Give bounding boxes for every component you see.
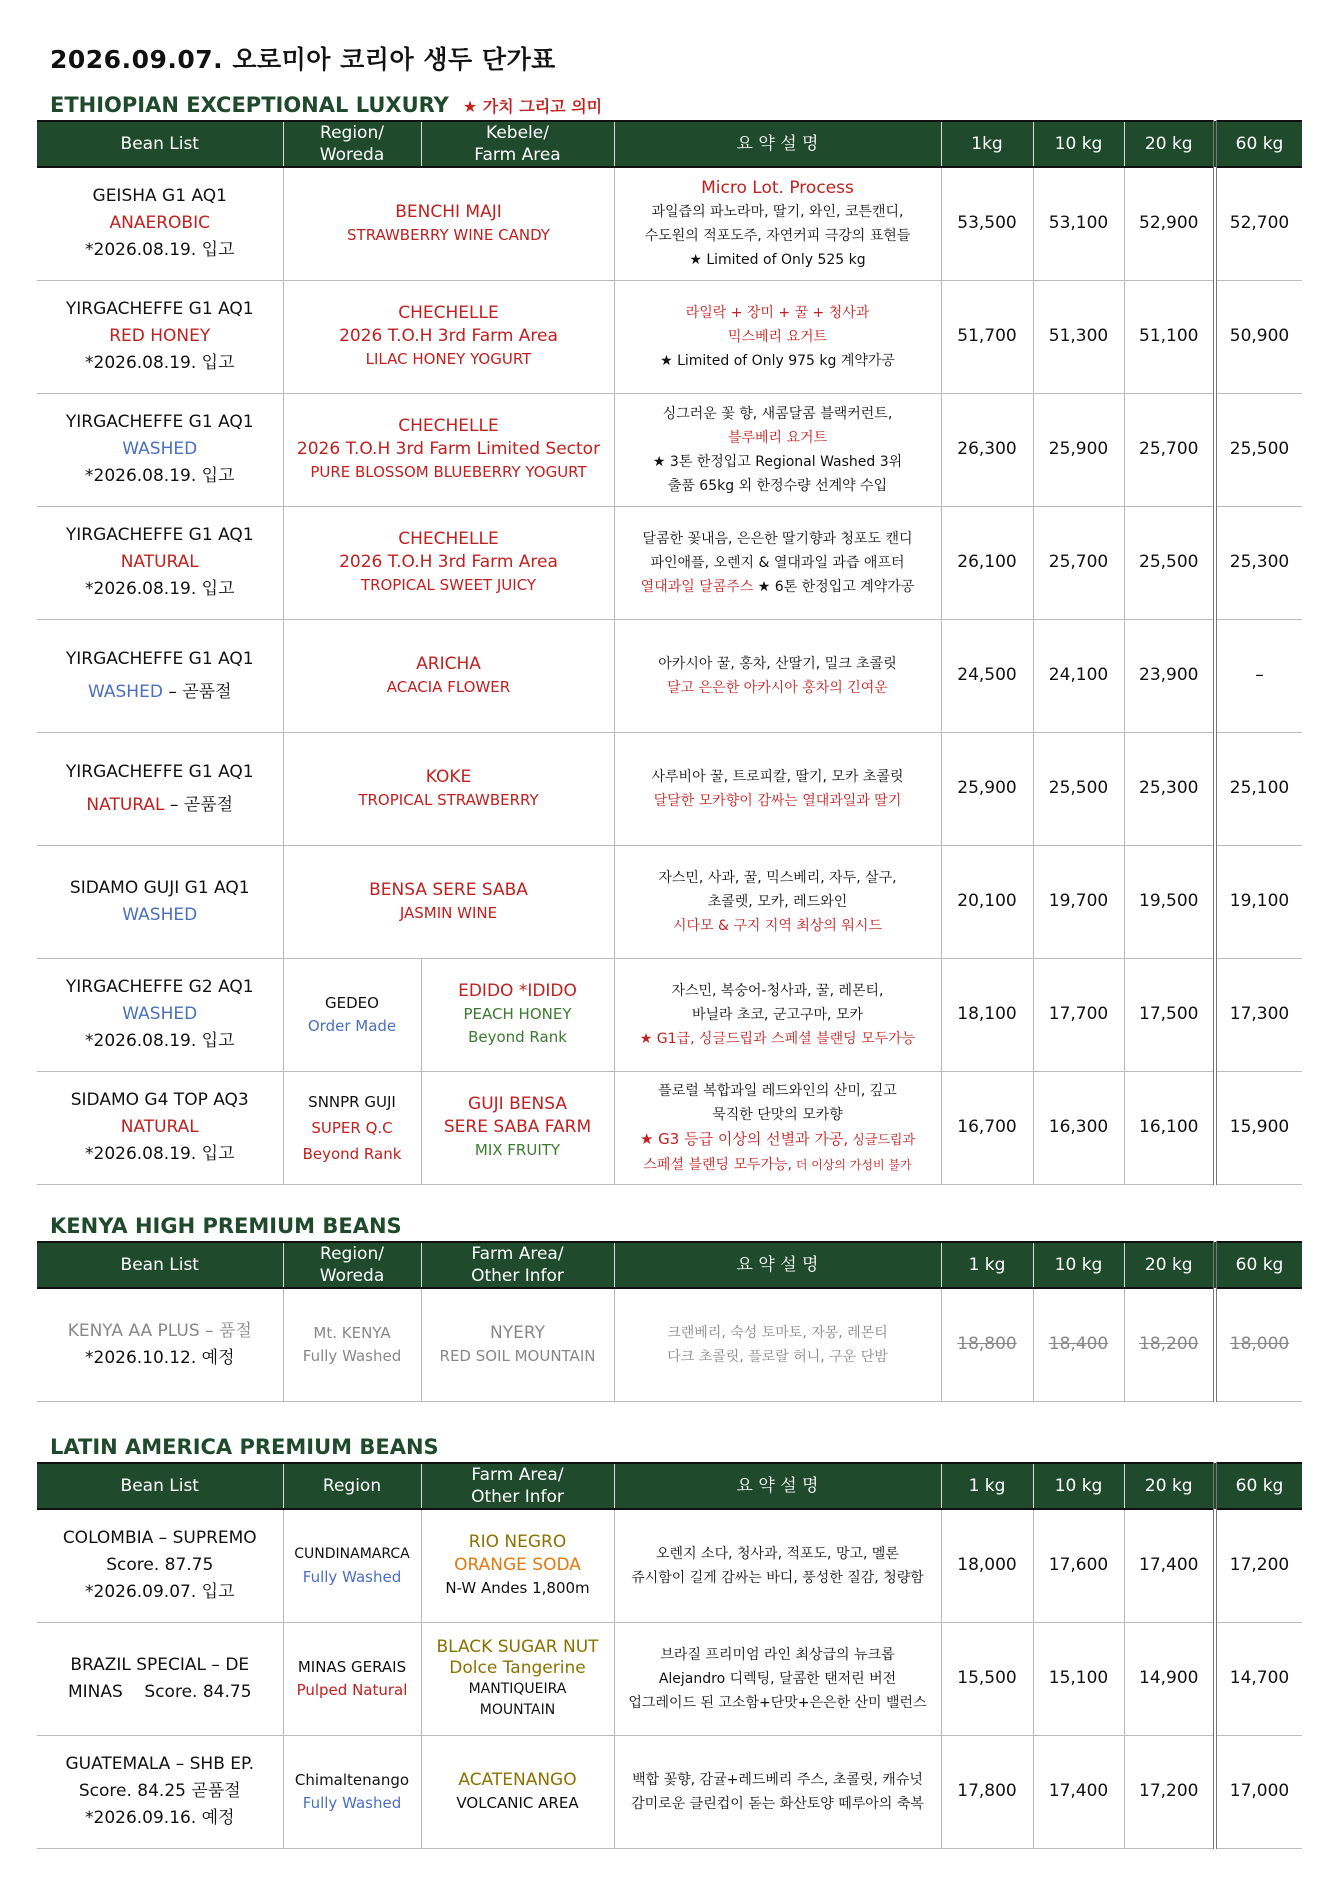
bean-cell: SIDAMO G4 TOP AQ3 NATURAL *2026.08.19. 입고 <box>37 1071 283 1184</box>
description-cell: 백합 꽃향, 감귤+레드베리 주스, 초콜릿, 캐슈넛 감미로운 클린컵이 돋는 화산토양 떼루아의 축복 <box>614 1735 941 1848</box>
price-1kg: 24,500 <box>941 619 1033 732</box>
kenya-section-title: KENYA HIGH PREMIUM BEANS <box>50 1214 402 1238</box>
table-row <box>37 845 1302 958</box>
price-10kg: 15,100 <box>1033 1622 1124 1735</box>
latin-price-table <box>37 1462 1302 1849</box>
price-1kg: 18,000 <box>941 1509 1033 1622</box>
table-row <box>37 1509 1302 1622</box>
header-10kg: 10 kg <box>1033 1463 1124 1509</box>
farm-cell: BLACK SUGAR NUT Dolce Tangerine MANTIQUEIRA MOUNTAIN <box>421 1622 614 1735</box>
ethiopia-title: ETHIOPIAN EXCEPTIONAL LUXURY <box>50 93 449 117</box>
price-20kg: 14,900 <box>1124 1622 1215 1735</box>
bean-cell: YIRGACHEFFE G1 AQ1 WASHED *2026.08.19. 입고 <box>37 393 283 506</box>
price-10kg: 24,100 <box>1033 619 1124 732</box>
price-20kg: 52,900 <box>1124 167 1215 280</box>
table-header-row <box>37 1242 1302 1288</box>
price-60kg: 50,900 <box>1215 280 1302 393</box>
header-farm-area: Farm Area/ Other Infor <box>421 1463 614 1509</box>
region-cell: SNNPR GUJI SUPER Q.C Beyond Rank <box>283 1071 421 1184</box>
price-20kg: 25,700 <box>1124 393 1215 506</box>
price-10kg: 18,400 <box>1033 1288 1124 1401</box>
bean-cell: BRAZIL SPECIAL – DE MINAS Score. 84.75 <box>37 1622 283 1735</box>
farm-cell: ACATENANGO VOLCANIC AREA <box>421 1735 614 1848</box>
header-10kg: 10 kg <box>1033 121 1124 167</box>
price-60kg: 18,000 <box>1215 1288 1302 1401</box>
price-20kg: 23,900 <box>1124 619 1215 732</box>
price-60kg: 25,100 <box>1215 732 1302 845</box>
price-10kg: 51,300 <box>1033 280 1124 393</box>
bean-cell: YIRGACHEFFE G1 AQ1 WASHED – 곧품절 <box>37 619 283 732</box>
price-60kg: 17,000 <box>1215 1735 1302 1848</box>
price-20kg: 17,500 <box>1124 958 1215 1071</box>
table-row <box>37 393 1302 506</box>
description-cell: 사루비아 꿀, 트로피칼, 딸기, 모카 초콜릿 달달한 모카향이 감싸는 열대과일과 딸기 <box>614 732 941 845</box>
price-20kg: 18,200 <box>1124 1288 1215 1401</box>
price-20kg: 17,400 <box>1124 1509 1215 1622</box>
farm-cell: CHECHELLE 2026 T.O.H 3rd Farm Limited Sector PURE BLOSSOM BLUEBERRY YOGURT <box>283 393 614 506</box>
kebele-cell: GUJI BENSA SERE SABA FARM MIX FRUITY <box>421 1071 614 1184</box>
farm-cell: BENCHI MAJI STRAWBERRY WINE CANDY <box>283 167 614 280</box>
region-cell: GEDEO Order Made <box>283 958 421 1071</box>
latin-section-title: LATIN AMERICA PREMIUM BEANS <box>50 1435 439 1459</box>
region-cell: CUNDINAMARCA Fully Washed <box>283 1509 421 1622</box>
bean-cell: YIRGACHEFFE G1 AQ1 NATURAL *2026.08.19. 입고 <box>37 506 283 619</box>
table-row <box>37 619 1302 732</box>
farm-cell: ARICHA ACACIA FLOWER <box>283 619 614 732</box>
price-60kg: 25,300 <box>1215 506 1302 619</box>
price-60kg: – <box>1215 619 1302 732</box>
price-60kg: 25,500 <box>1215 393 1302 506</box>
bean-cell: GEISHA G1 AQ1 ANAEROBIC *2026.08.19. 입고 <box>37 167 283 280</box>
price-1kg: 18,800 <box>941 1288 1033 1401</box>
price-10kg: 17,700 <box>1033 958 1124 1071</box>
farm-cell: RIO NEGRO ORANGE SODA N-W Andes 1,800m <box>421 1509 614 1622</box>
table-row <box>37 280 1302 393</box>
price-10kg: 25,700 <box>1033 506 1124 619</box>
table-header-row <box>37 121 1302 167</box>
header-20kg: 20 kg <box>1124 1242 1215 1288</box>
price-10kg: 25,500 <box>1033 732 1124 845</box>
table-row <box>37 958 1302 1071</box>
price-1kg: 18,100 <box>941 958 1033 1071</box>
ethiopia-section-title <box>50 93 602 117</box>
region-cell: Mt. KENYA Fully Washed <box>283 1288 421 1401</box>
price-1kg: 20,100 <box>941 845 1033 958</box>
price-1kg: 51,700 <box>941 280 1033 393</box>
header-farm-area: Farm Area/ Other Infor <box>421 1242 614 1288</box>
price-60kg: 14,700 <box>1215 1622 1302 1735</box>
bean-cell: GUATEMALA – SHB EP. Score. 84.25 곧품절 *2026.09.16. 예정 <box>37 1735 283 1848</box>
bean-cell: COLOMBIA – SUPREMO Score. 87.75 *2026.09.07. 입고 <box>37 1509 283 1622</box>
header-region: Region <box>283 1463 421 1509</box>
description-cell: 브라질 프리미엄 라인 최상급의 뉴크롭 Alejandro 디렉팅, 달콤한 탠저린 버전 업그레이드 된 고소함+단맛+은은한 산미 밸런스 <box>614 1622 941 1735</box>
header-60kg: 60 kg <box>1215 1463 1302 1509</box>
description-cell: Micro Lot. Process 과일즙의 파노라마, 딸기, 와인, 코튼캔디, 수도원의 적포도주, 자연커피 극강의 표현들 ★ Limited of Only 525 kg <box>614 167 941 280</box>
header-60kg: 60 kg <box>1215 1242 1302 1288</box>
price-20kg: 19,500 <box>1124 845 1215 958</box>
farm-cell: BENSA SERE SABA JASMIN WINE <box>283 845 614 958</box>
description-cell: 크랜베리, 숙성 토마토, 자몽, 레몬티 다크 초콜릿, 플로랄 허니, 구운 단밤 <box>614 1288 941 1401</box>
table-row <box>37 1622 1302 1735</box>
table-row <box>37 167 1302 280</box>
price-10kg: 16,300 <box>1033 1071 1124 1184</box>
farm-cell: KOKE TROPICAL STRAWBERRY <box>283 732 614 845</box>
bean-cell: YIRGACHEFFE G1 AQ1 RED HONEY *2026.08.19. 입고 <box>37 280 283 393</box>
kenya-price-table <box>37 1241 1302 1402</box>
header-20kg: 20 kg <box>1124 1463 1215 1509</box>
description-cell: 자스민, 사과, 꿀, 믹스베리, 자두, 살구, 초콜렛, 모카, 레드와인 시다모 & 구지 지역 최상의 워시드 <box>614 845 941 958</box>
table-row <box>37 732 1302 845</box>
header-10kg: 10 kg <box>1033 1242 1124 1288</box>
price-1kg: 16,700 <box>941 1071 1033 1184</box>
price-60kg: 17,300 <box>1215 958 1302 1071</box>
ethiopia-price-table <box>37 120 1302 1185</box>
price-1kg: 26,300 <box>941 393 1033 506</box>
price-1kg: 53,500 <box>941 167 1033 280</box>
region-cell: MINAS GERAIS Pulped Natural <box>283 1622 421 1735</box>
header-1kg: 1 kg <box>941 1463 1033 1509</box>
header-bean-list: Bean List <box>37 1463 283 1509</box>
price-1kg: 26,100 <box>941 506 1033 619</box>
price-60kg: 17,200 <box>1215 1509 1302 1622</box>
ethiopia-subtitle: ★ 가치 그리고 의미 <box>462 97 603 116</box>
bean-cell: YIRGACHEFFE G2 AQ1 WASHED *2026.08.19. 입고 <box>37 958 283 1071</box>
price-60kg: 19,100 <box>1215 845 1302 958</box>
description-cell: 달콤한 꽃내음, 은은한 딸기향과 청포도 캔디 파인애플, 오렌지 & 열대과일 과즙 애프터 열대과일 달콤주스 ★ 6톤 한정입고 계약가공 <box>614 506 941 619</box>
description-cell: 오렌지 소다, 청사과, 적포도, 망고, 멜론 쥬시함이 길게 감싸는 바디, 풍성한 질감, 청량함 <box>614 1509 941 1622</box>
price-20kg: 17,200 <box>1124 1735 1215 1848</box>
price-1kg: 17,800 <box>941 1735 1033 1848</box>
price-10kg: 17,600 <box>1033 1509 1124 1622</box>
header-description: 요 약 설 명 <box>614 1463 941 1509</box>
price-10kg: 17,400 <box>1033 1735 1124 1848</box>
bean-cell: YIRGACHEFFE G1 AQ1 NATURAL – 곧품절 <box>37 732 283 845</box>
bean-cell: SIDAMO GUJI G1 AQ1 WASHED <box>37 845 283 958</box>
region-cell: Chimaltenango Fully Washed <box>283 1735 421 1848</box>
price-1kg: 15,500 <box>941 1622 1033 1735</box>
description-cell: 아카시아 꿀, 홍차, 산딸기, 밀크 초콜릿 달고 은은한 아카시아 홍차의 긴여운 <box>614 619 941 732</box>
farm-cell: CHECHELLE 2026 T.O.H 3rd Farm Area LILAC HONEY YOGURT <box>283 280 614 393</box>
farm-cell: NYERY RED SOIL MOUNTAIN <box>421 1288 614 1401</box>
description-cell: 싱그러운 꽃 향, 새콤달콤 블랙커런트, 블루베리 요거트 ★ 3톤 한정입고 Regional Washed 3위 출품 65kg 외 한정수량 선계약 수입 <box>614 393 941 506</box>
description-cell: 자스민, 복숭어-청사과, 꿀, 레몬티, 바닐라 초코, 군고구마, 모카 ★ G1급, 싱글드립과 스페셜 블랜딩 모두가능 <box>614 958 941 1071</box>
price-60kg: 52,700 <box>1215 167 1302 280</box>
kebele-cell: EDIDO *IDIDO PEACH HONEY Beyond Rank <box>421 958 614 1071</box>
table-row <box>37 1288 1302 1401</box>
price-10kg: 53,100 <box>1033 167 1124 280</box>
price-10kg: 25,900 <box>1033 393 1124 506</box>
table-row <box>37 1735 1302 1848</box>
header-60kg: 60 kg <box>1215 121 1302 167</box>
header-1kg: 1 kg <box>941 1242 1033 1288</box>
description-cell: 플로럴 복합과일 레드와인의 산미, 깊고 묵직한 단맛의 모카향 ★ G3 등급 이상의 선별과 가공, 싱글드립과 스페셜 블랜딩 모두가능, 더 이상의 가성비 불가 <box>614 1071 941 1184</box>
farm-cell: CHECHELLE 2026 T.O.H 3rd Farm Area TROPICAL SWEET JUICY <box>283 506 614 619</box>
header-region: Region/ Woreda <box>283 121 421 167</box>
header-description: 요 약 설 명 <box>614 1242 941 1288</box>
price-60kg: 15,900 <box>1215 1071 1302 1184</box>
price-20kg: 25,500 <box>1124 506 1215 619</box>
document-title: 2026.09.07. 오로미아 코리아 생두 단가표 <box>50 45 556 74</box>
price-20kg: 51,100 <box>1124 280 1215 393</box>
header-20kg: 20 kg <box>1124 121 1215 167</box>
price-20kg: 16,100 <box>1124 1071 1215 1184</box>
header-bean-list: Bean List <box>37 121 283 167</box>
header-description: 요 약 설 명 <box>614 121 941 167</box>
table-row <box>37 506 1302 619</box>
bean-cell: KENYA AA PLUS – 품절 *2026.10.12. 예정 <box>37 1288 283 1401</box>
header-region: Region/ Woreda <box>283 1242 421 1288</box>
price-20kg: 25,300 <box>1124 732 1215 845</box>
header-kebele: Kebele/ Farm Area <box>421 121 614 167</box>
header-1kg: 1kg <box>941 121 1033 167</box>
price-1kg: 25,900 <box>941 732 1033 845</box>
table-row <box>37 1071 1302 1184</box>
table-header-row <box>37 1463 1302 1509</box>
header-bean-list: Bean List <box>37 1242 283 1288</box>
price-10kg: 19,700 <box>1033 845 1124 958</box>
description-cell: 라일락 + 장미 + 꿀 + 청사과 믹스베리 요거트 ★ Limited of Only 975 kg 계약가공 <box>614 280 941 393</box>
